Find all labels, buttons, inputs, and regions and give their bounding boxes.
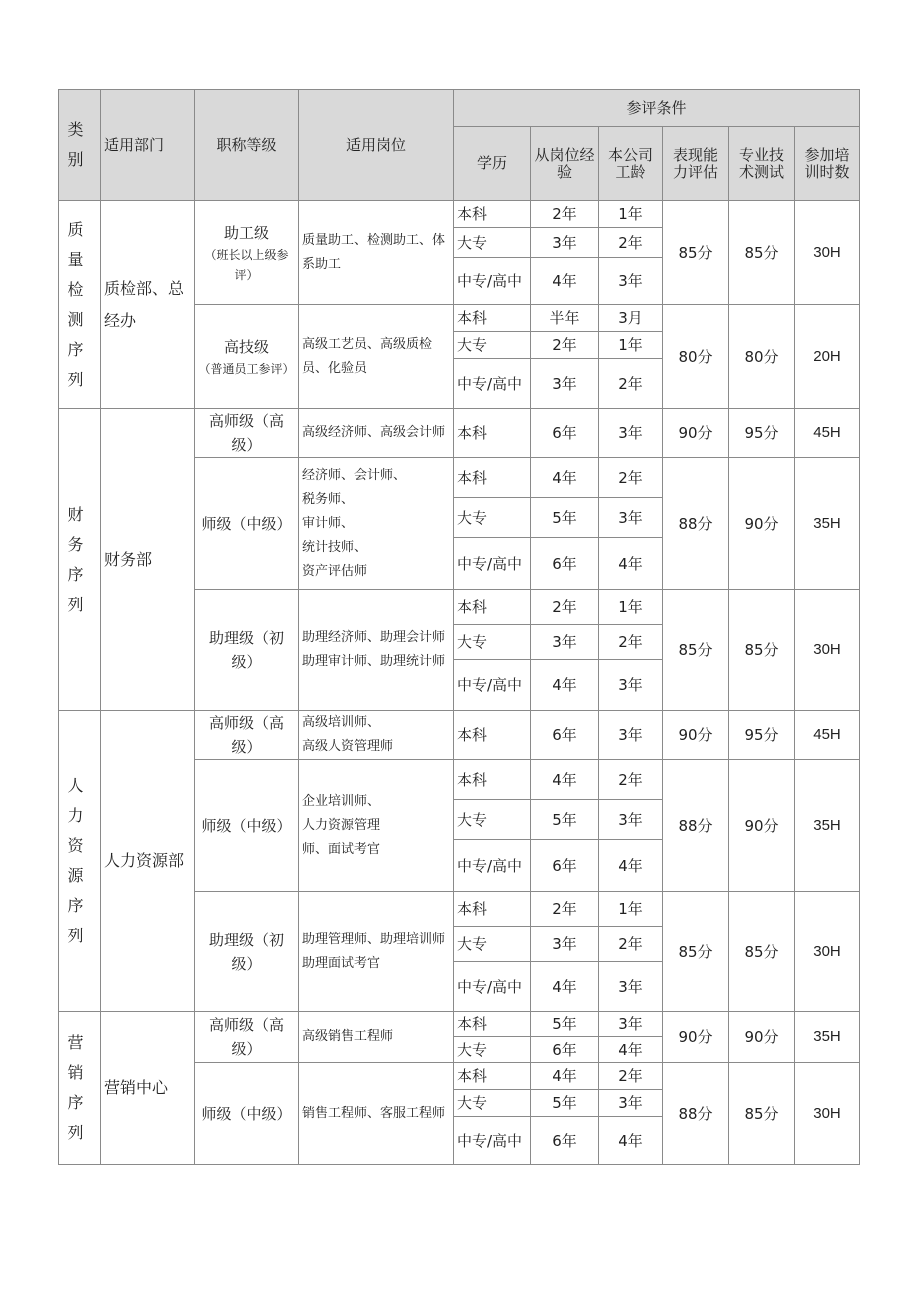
performance-score-cell: 85分 (663, 590, 729, 711)
header-category: 类别 (59, 90, 101, 201)
post-exp-cell: 4年 (531, 660, 599, 711)
seniority-cell: 3年 (599, 711, 663, 760)
header-training: 参加培训时数 (795, 127, 860, 201)
post-exp-cell: 5年 (531, 1090, 599, 1117)
grade-cell (195, 458, 299, 590)
category-cell: 财务序列 (59, 409, 101, 711)
education-cell: 本科 (454, 760, 531, 800)
seniority-cell: 4年 (599, 1117, 663, 1165)
seniority-cell: 2年 (599, 625, 663, 660)
post-exp-cell: 3年 (531, 228, 599, 258)
post-cell (299, 201, 454, 305)
header-tech-test: 专业技术测试 (729, 127, 795, 201)
header-post: 适用岗位 (299, 90, 454, 201)
education-cell: 本科 (454, 892, 531, 927)
post-line: 资产评估师 (302, 563, 368, 579)
post-line: 助理面试考官 (302, 955, 381, 971)
post-line: 经济师、会计师、 (302, 467, 407, 483)
post-exp-cell: 2年 (531, 590, 599, 625)
grade-cell (195, 305, 299, 409)
seniority-cell: 2年 (599, 228, 663, 258)
seniority-cell: 3年 (599, 409, 663, 458)
education-cell: 中专/高中 (454, 660, 531, 711)
education-cell: 中专/高中 (454, 1117, 531, 1165)
grade-label: 高师级（高级） (208, 1016, 284, 1058)
header-criteria: 参评条件 (454, 90, 860, 127)
table-row (59, 201, 860, 228)
seniority-cell: 1年 (599, 892, 663, 927)
seniority-cell: 3年 (599, 962, 663, 1012)
education-cell: 大专 (454, 1090, 531, 1117)
post-exp-cell: 2年 (531, 892, 599, 927)
grade-cell (195, 1063, 299, 1165)
education-cell: 大专 (454, 332, 531, 359)
seniority-cell: 1年 (599, 201, 663, 228)
training-hours-cell: 35H (795, 760, 860, 892)
post-line: 助理经济师、助理会计师 (302, 630, 446, 645)
post-line: 统计技师、 (302, 539, 368, 555)
training-hours-cell: 20H (795, 305, 860, 409)
seniority-cell: 3年 (599, 800, 663, 840)
post-line: 高级人资管理师 (302, 739, 394, 754)
post-exp-cell: 2年 (531, 332, 599, 359)
table-row (59, 1012, 860, 1037)
training-hours-cell: 45H (795, 711, 860, 760)
grade-label: 师级（中级） (201, 514, 292, 533)
performance-score-cell: 90分 (663, 1012, 729, 1063)
post-cell (299, 409, 454, 458)
post-exp-cell: 4年 (531, 760, 599, 800)
post-exp-cell: 2年 (531, 201, 599, 228)
post-cell (299, 305, 454, 409)
education-cell: 本科 (454, 409, 531, 458)
header-seniority: 本公司工龄 (599, 127, 663, 201)
education-cell: 本科 (454, 305, 531, 332)
tech-score-cell: 85分 (729, 892, 795, 1012)
post-line: 高级经济师、高级会计师 (302, 425, 446, 440)
post-exp-cell: 6年 (531, 840, 599, 892)
seniority-cell: 3年 (599, 1012, 663, 1037)
post-exp-cell: 5年 (531, 498, 599, 538)
grade-note: （班长以上级参评） (204, 247, 289, 282)
performance-score-cell: 90分 (663, 711, 729, 760)
education-cell: 中专/高中 (454, 258, 531, 305)
category-cell: 营销序列 (59, 1012, 101, 1165)
post-cell (299, 711, 454, 760)
performance-score-cell: 88分 (663, 1063, 729, 1165)
post-exp-cell: 5年 (531, 1012, 599, 1037)
post-cell (299, 590, 454, 711)
grade-cell (195, 760, 299, 892)
grade-cell (195, 409, 299, 458)
tech-score-cell: 85分 (729, 201, 795, 305)
post-line: 销售工程师、客服工程师 (302, 1105, 446, 1121)
grade-label: 师级（中级） (201, 816, 292, 835)
post-exp-cell: 6年 (531, 538, 599, 590)
header-education: 学历 (454, 127, 531, 201)
education-cell: 本科 (454, 590, 531, 625)
seniority-cell: 3月 (599, 305, 663, 332)
grade-cell (195, 201, 299, 305)
grade-cell (195, 1012, 299, 1063)
education-cell: 中专/高中 (454, 962, 531, 1012)
evaluation-criteria-table (58, 89, 860, 1165)
education-cell: 大专 (454, 927, 531, 962)
post-cell (299, 1012, 454, 1063)
post-line: 质量助工、检测助工、体系助工 (302, 232, 446, 272)
training-hours-cell: 30H (795, 1063, 860, 1165)
performance-score-cell: 90分 (663, 409, 729, 458)
seniority-cell: 3年 (599, 1090, 663, 1117)
grade-label: 师级（中级） (201, 1104, 292, 1123)
education-cell: 大专 (454, 625, 531, 660)
post-line: 助理管理师、助理培训师 (302, 931, 446, 947)
header-grade: 职称等级 (195, 90, 299, 201)
table-row (59, 409, 860, 458)
seniority-cell: 2年 (599, 927, 663, 962)
education-cell: 本科 (454, 711, 531, 760)
tech-score-cell: 90分 (729, 760, 795, 892)
category-cell: 人力资源序列 (59, 711, 101, 1012)
education-cell: 本科 (454, 1012, 531, 1037)
post-cell (299, 892, 454, 1012)
table-row (59, 711, 860, 760)
department-cell: 人力资源部 (101, 711, 195, 1012)
tech-score-cell: 90分 (729, 458, 795, 590)
grade-label: 助理级（初级） (208, 930, 284, 973)
tech-score-cell: 95分 (729, 711, 795, 760)
tech-score-cell: 90分 (729, 1012, 795, 1063)
performance-score-cell: 88分 (663, 760, 729, 892)
performance-score-cell: 85分 (663, 201, 729, 305)
education-cell: 大专 (454, 228, 531, 258)
education-cell: 中专/高中 (454, 359, 531, 409)
criteria-sheet (58, 89, 860, 1165)
education-cell: 本科 (454, 1063, 531, 1090)
post-exp-cell: 6年 (531, 409, 599, 458)
tech-score-cell: 85分 (729, 1063, 795, 1165)
education-cell: 中专/高中 (454, 538, 531, 590)
department-cell: 营销中心 (101, 1012, 195, 1165)
seniority-cell: 3年 (599, 498, 663, 538)
department-cell: 财务部 (101, 409, 195, 711)
post-exp-cell: 6年 (531, 1037, 599, 1063)
post-exp-cell: 4年 (531, 1063, 599, 1090)
post-exp-cell: 3年 (531, 359, 599, 409)
seniority-cell: 4年 (599, 840, 663, 892)
header-performance: 表现能力评估 (663, 127, 729, 201)
header-post-exp: 从岗位经验 (531, 127, 599, 201)
grade-label: 高师级（高级） (208, 714, 284, 756)
category-cell: 质量检测序列 (59, 201, 101, 409)
grade-note: （普通员工参评） (198, 361, 295, 376)
grade-label: 高技级 (223, 337, 269, 356)
grade-cell (195, 590, 299, 711)
grade-label: 高师级（高级） (208, 412, 284, 454)
performance-score-cell: 80分 (663, 305, 729, 409)
education-cell: 大专 (454, 1037, 531, 1063)
seniority-cell: 1年 (599, 332, 663, 359)
seniority-cell: 4年 (599, 1037, 663, 1063)
education-cell: 大专 (454, 800, 531, 840)
seniority-cell: 4年 (599, 538, 663, 590)
seniority-cell: 3年 (599, 258, 663, 305)
education-cell: 本科 (454, 458, 531, 498)
post-cell (299, 760, 454, 892)
post-exp-cell: 4年 (531, 458, 599, 498)
training-hours-cell: 35H (795, 458, 860, 590)
training-hours-cell: 30H (795, 201, 860, 305)
training-hours-cell: 35H (795, 1012, 860, 1063)
training-hours-cell: 30H (795, 892, 860, 1012)
post-exp-cell: 4年 (531, 962, 599, 1012)
seniority-cell: 3年 (599, 660, 663, 711)
education-cell: 大专 (454, 498, 531, 538)
post-line: 高级工艺员、高级质检员、化验员 (302, 336, 433, 376)
training-hours-cell: 45H (795, 409, 860, 458)
performance-score-cell: 88分 (663, 458, 729, 590)
header-department: 适用部门 (101, 90, 195, 201)
post-cell (299, 458, 454, 590)
post-exp-cell: 4年 (531, 258, 599, 305)
post-cell (299, 1063, 454, 1165)
seniority-cell: 2年 (599, 458, 663, 498)
post-line: 企业培训师、 (302, 793, 381, 809)
tech-score-cell: 95分 (729, 409, 795, 458)
post-exp-cell: 5年 (531, 800, 599, 840)
post-line: 人力资源管理 (302, 817, 381, 833)
training-hours-cell: 30H (795, 590, 860, 711)
post-exp-cell: 3年 (531, 625, 599, 660)
grade-cell (195, 711, 299, 760)
post-line: 助理审计师、助理统计师 (302, 654, 446, 669)
grade-cell (195, 892, 299, 1012)
post-line: 高级销售工程师 (302, 1029, 394, 1044)
tech-score-cell: 80分 (729, 305, 795, 409)
seniority-cell: 2年 (599, 760, 663, 800)
post-exp-cell: 6年 (531, 711, 599, 760)
education-cell: 中专/高中 (454, 840, 531, 892)
post-line: 高级培训师、 (302, 715, 381, 730)
post-exp-cell: 半年 (531, 305, 599, 332)
education-cell: 本科 (454, 201, 531, 228)
tech-score-cell: 85分 (729, 590, 795, 711)
seniority-cell: 1年 (599, 590, 663, 625)
post-exp-cell: 6年 (531, 1117, 599, 1165)
department-cell: 质检部、总经办 (101, 201, 195, 409)
post-line: 师、面试考官 (302, 841, 381, 857)
post-line: 税务师、 (302, 491, 355, 507)
grade-label: 助工级 (223, 223, 269, 242)
performance-score-cell: 85分 (663, 892, 729, 1012)
grade-label: 助理级（初级） (208, 629, 284, 671)
post-line: 审计师、 (302, 515, 355, 531)
seniority-cell: 2年 (599, 1063, 663, 1090)
seniority-cell: 2年 (599, 359, 663, 409)
post-exp-cell: 3年 (531, 927, 599, 962)
